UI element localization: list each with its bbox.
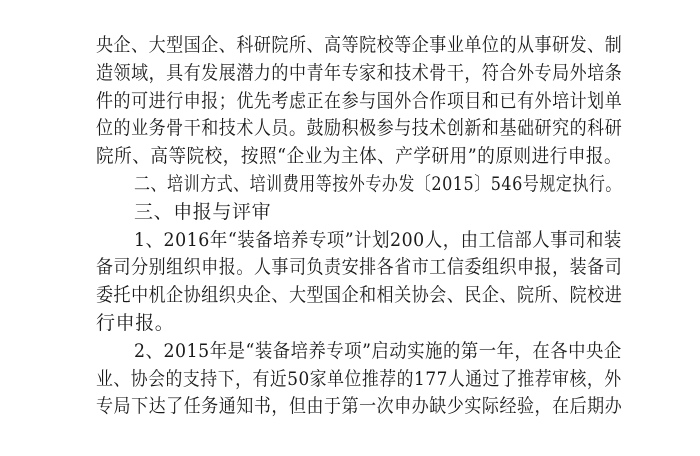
paragraph-line-2: 造领域，具有发展潜力的中青年专家和技术骨干，符合外专局外培条 [96, 61, 623, 84]
paragraph-line-4: 位的业务骨干和技术人员。鼓励积极参与技术创新和基础研究的科研 [96, 117, 623, 140]
paragraph-line-3: 件的可进行申报；优先考虑正在参与国外合作项目和已有外培计划单 [96, 89, 623, 112]
item-2-line-2: 业、协会的支持下，有近50家单位推荐的177人通过了推荐审核，外 [96, 367, 622, 390]
item-2-line-3: 专局下达了任务通知书，但由于第一次申办缺少实际经验，在后期办 [96, 395, 623, 418]
item-2-line-1: 2、2015年是“装备培养专项”启动实施的第一年，在各中央企 [134, 339, 622, 362]
item-1-line-2: 备司分别组织申报。人事司负责安排各省市工信委组织申报，装备司 [96, 256, 623, 279]
item-1-line-4: 行申报。 [96, 312, 175, 334]
paragraph-line-5: 院所、高等院校，按照“企业为主体、产学研用”的原则进行申报。 [96, 145, 623, 168]
item-1-line-3: 委托中机企协组织央企、大型国企和相关协会、民企、院所、院校进 [96, 284, 623, 307]
section-2-heading: 二、培训方式、培训费用等按外专办发〔2015〕546号规定执行。 [134, 173, 622, 195]
section-3-heading: 三、申报与评审 [134, 200, 272, 223]
paragraph-line-1: 央企、大型国企、科研院所、高等院校等企事业单位的从事研发、制 [96, 34, 623, 56]
item-1-line-1: 1、2016年“装备培养专项”计划200人，由工信部人事司和装 [134, 228, 622, 251]
